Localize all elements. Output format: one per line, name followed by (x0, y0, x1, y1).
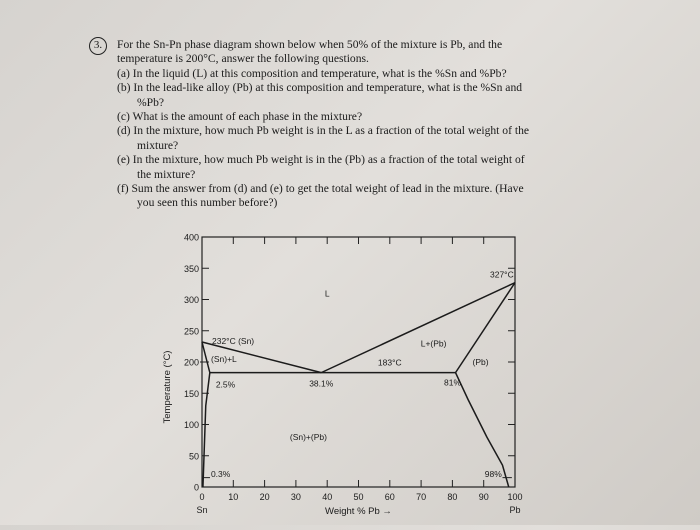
annotation-label: 38.1% (309, 378, 334, 389)
x-tick-label: 30 (290, 492, 301, 502)
annotation-label: 81% (444, 377, 462, 388)
x-tick-label: 60 (384, 492, 395, 502)
question-f-line-1: (f) Sum the answer from (d) and (e) to get the total weight of lead in the mixture. (Have (117, 182, 524, 196)
question-block (95, 38, 615, 211)
x-tick-label: 70 (416, 492, 427, 502)
question-intro-line-2: temperature is 200°C, answer the following questions. (117, 52, 369, 66)
question-d-line-1: (d) In the mixture, how much Pb weight is in the L as a fraction of the total weight of the (117, 124, 530, 138)
x-tick-label: 10 (228, 492, 239, 502)
x-tick-label: 80 (447, 492, 458, 502)
annotation-label: 232°C (Sn) (212, 336, 255, 346)
annotation-label: 2.5% (215, 379, 236, 390)
annotation-label: 327°C (490, 269, 514, 280)
y-tick-label: 0 (193, 482, 199, 493)
x-end-label-sn: Sn (196, 505, 208, 515)
question-b-line-2: %Pb? (137, 95, 165, 109)
question-f-line-2: you seen this number before?) (137, 196, 278, 210)
x-tick-label: 20 (259, 492, 270, 502)
region-label: (Sn)+(Pb) (289, 432, 327, 443)
question-c: (c) What is the amount of each phase in the mixture? (117, 110, 363, 124)
region-label: L+(Pb) (420, 338, 447, 349)
question-number: 3. (89, 37, 107, 55)
region-label: (Pb) (472, 357, 489, 368)
y-tick-label: 150 (183, 388, 199, 399)
x-axis-label: Weight % Pb → (325, 506, 392, 517)
x-tick-label: 50 (353, 492, 364, 502)
question-a: (a) In the liquid (L) at this composition and temperature, what is the %Sn and %Pb? (117, 66, 507, 80)
phase-boundary-line (203, 373, 210, 487)
x-tick-label: 90 (478, 492, 489, 502)
y-tick-label: 250 (183, 326, 199, 337)
y-tick-label: 100 (183, 420, 199, 430)
question-b-line-1: (b) In the lead-like alloy (Pb) at this composition and temperature, what is the %Sn and (117, 81, 523, 95)
y-tick-label: 50 (188, 451, 199, 462)
annotation-label: 98% (484, 469, 502, 479)
question-intro (95, 38, 615, 52)
question-e-line-1: (e) In the mixture, how much Pb weight is in the (Pb) as a fraction of the total weight of (117, 153, 525, 167)
region-label: (Sn)+L (211, 354, 237, 364)
region-label: L (324, 288, 330, 299)
x-tick-label: 100 (507, 492, 523, 502)
annotation-label: 0.3% (210, 469, 231, 479)
x-end-label-pb: Pb (509, 505, 521, 515)
y-tick-label: 300 (183, 295, 199, 305)
annotation-label: 183°C (377, 357, 402, 368)
x-tick-label: 40 (322, 492, 333, 502)
y-tick-label: 400 (183, 232, 199, 243)
plot-frame (202, 237, 515, 487)
phase-diagram-svg (150, 225, 550, 525)
y-tick-label: 200 (183, 357, 199, 368)
question-d-line-2: mixture? (137, 138, 179, 152)
x-tick-label: 0 (199, 492, 205, 502)
question-intro-line-1: For the Sn-Pn phase diagram shown below when 50% of the mixture is Pb, and the (117, 38, 503, 51)
phase-boundary-line (202, 342, 210, 373)
phase-diagram (150, 225, 550, 525)
question-e-line-2: the mixture? (137, 167, 196, 181)
y-axis-label: Temperature (°C) (162, 350, 173, 424)
y-tick-label: 350 (183, 263, 199, 274)
